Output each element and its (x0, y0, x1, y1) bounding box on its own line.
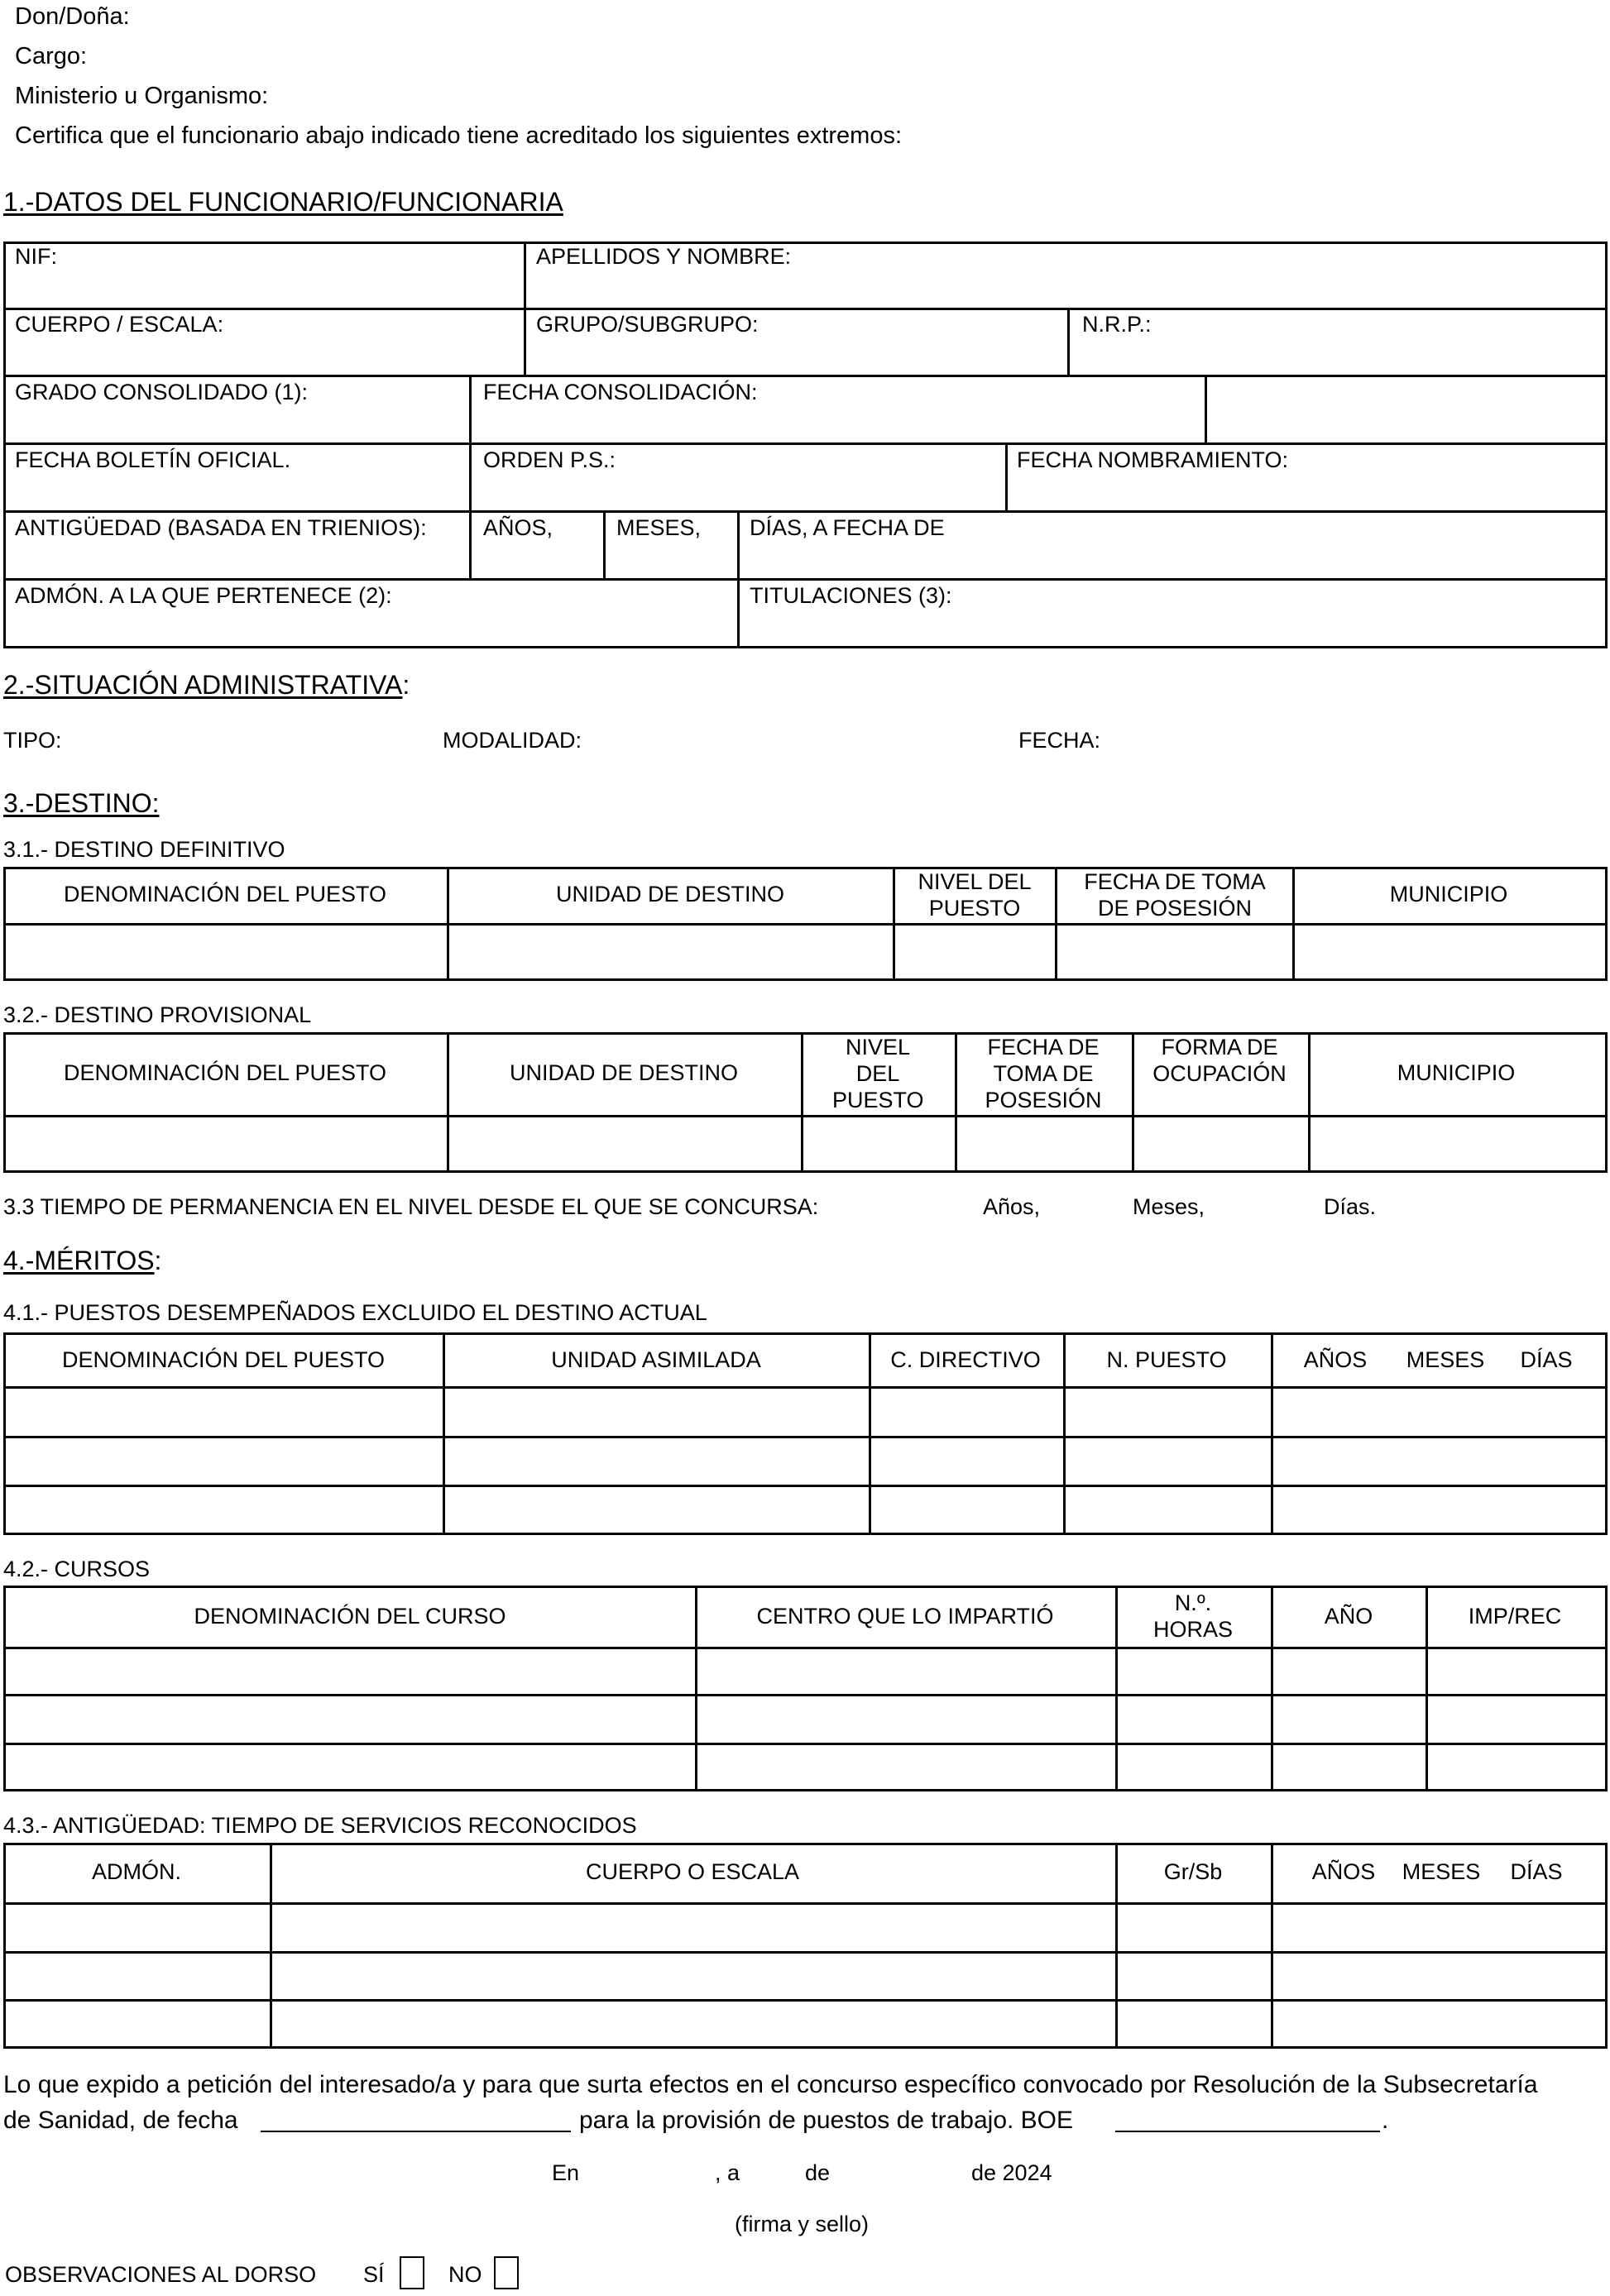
col-divider (869, 1332, 871, 1535)
section-3-title: 3.-DESTINO: (3, 788, 160, 818)
col-divider (443, 1332, 445, 1535)
meses-label: MESES, (616, 515, 702, 540)
si-checkbox[interactable] (400, 2256, 424, 2289)
col-header: MUNICIPIO (1389, 882, 1508, 906)
expido-text-line2c: . (1382, 2107, 1389, 2134)
fecha-consolidacion-label: FECHA CONSOLIDACIÓN: (483, 380, 758, 404)
cargo-label: Cargo: (15, 43, 88, 69)
grado-consolidado-label: GRADO CONSOLIDADO (1): (15, 380, 309, 404)
col-divider (1426, 1586, 1428, 1791)
nif-label: NIF: (15, 244, 57, 269)
col-header: N.º. HORAS (1152, 1590, 1234, 1642)
row-divider (3, 1386, 1608, 1389)
dia-a-label: , a (715, 2160, 740, 2185)
col-header: ADMÓN. (92, 1859, 181, 1884)
col-header: N. PUESTO (1106, 1347, 1227, 1372)
expido-text-line1: Lo que expido a petición del interesado/a y para que surta efectos en el concurso específico convocado por Resolución de la Subsecretaría (3, 2071, 1538, 2098)
row-divider (3, 1951, 1608, 1954)
tiempo-permanencia-label: 3.3 TIEMPO DE PERMANENCIA EN EL NIVEL DESDE EL QUE SE CONCURSA: (3, 1194, 819, 1219)
col-header: NIVEL DEL PUESTO (918, 869, 1032, 921)
section-4-title (3, 1247, 161, 1274)
destino-provisional-title: 3.2.- DESTINO PROVISIONAL (3, 1002, 312, 1027)
section-4-colon: : (154, 1246, 162, 1275)
col-header: Gr/Sb (1163, 1859, 1223, 1884)
col-header: UNIDAD DE DESTINO (509, 1060, 739, 1085)
col-divider (1115, 1586, 1118, 1791)
col-header: CUERPO O ESCALA (585, 1859, 800, 1884)
section-2-title (3, 672, 410, 698)
col-divider (1292, 867, 1295, 981)
destino-definitivo-title: 3.1.- DESTINO DEFINITIVO (3, 837, 285, 862)
grupo-subgrupo-label: GRUPO/SUBGRUPO: (536, 312, 759, 337)
boe-blank-line (1115, 2131, 1380, 2132)
mes-de-label: de (805, 2160, 831, 2185)
fecha-nombramiento-label: FECHA NOMBRAMIENTO: (1017, 447, 1289, 472)
admon-pertenece-label: ADMÓN. A LA QUE PERTENECE (2): (15, 583, 392, 608)
col-header: FECHA DE TOMA DE POSESIÓN (985, 1035, 1102, 1112)
col-header: FECHA DE TOMA DE POSESIÓN (1084, 869, 1266, 921)
row-divider (3, 1902, 1608, 1905)
col-header: UNIDAD ASIMILADA (551, 1347, 761, 1372)
col-divider (1063, 1332, 1066, 1535)
col-divider (893, 867, 895, 981)
destino-provisional-table (3, 1032, 1608, 1173)
dias-fecha-label: DÍAS, A FECHA DE (750, 515, 945, 540)
tiempo-dias-label: Días. (1324, 1194, 1377, 1219)
fecha-label: FECHA: (1018, 728, 1101, 753)
col-header: MUNICIPIO (1397, 1060, 1516, 1085)
row-divider (3, 308, 1608, 310)
antiguedad-servicios-title: 4.3.- ANTIGÜEDAD: TIEMPO DE SERVICIOS RECONOCIDOS (3, 1813, 637, 1838)
firma-sello-label: (firma y sello) (735, 2212, 870, 2236)
lugar-en-label: En (552, 2160, 580, 2185)
expido-text-line2b: para la provisión de puestos de trabajo. BOE (579, 2107, 1074, 2134)
col-header: FORMA DE OCUPACIÓN (1152, 1035, 1287, 1086)
col-divider (447, 1032, 449, 1173)
row-divider (3, 375, 1608, 377)
anos-label: AÑOS, (483, 515, 553, 540)
col-divider (1067, 308, 1070, 377)
row-divider (3, 1647, 1608, 1649)
col-divider (737, 510, 740, 648)
row-divider (3, 1999, 1608, 2002)
col-divider (1005, 442, 1008, 512)
section-1-title: 1.-DATOS DEL FUNCIONARIO/FUNCIONARIA (3, 187, 563, 217)
row-divider (3, 923, 1608, 926)
col-divider (1132, 1032, 1134, 1173)
col-divider (524, 242, 526, 377)
col-divider (1271, 1586, 1273, 1791)
col-divider (1308, 1032, 1311, 1173)
col-header: AÑO (1324, 1604, 1373, 1629)
row-divider (3, 1436, 1608, 1438)
col-divider (695, 1586, 697, 1791)
modalidad-label: MODALIDAD: (443, 728, 582, 753)
no-label: NO (448, 2262, 482, 2287)
col-divider (603, 510, 606, 580)
section-2-title-text: 2.-SITUACIÓN ADMINISTRATIVA (3, 670, 403, 700)
row-divider (3, 1694, 1608, 1696)
col-header: DÍAS (1510, 1859, 1563, 1884)
fecha-boletin-label: FECHA BOLETÍN OFICIAL. (15, 447, 291, 472)
antiguedad-label: ANTIGÜEDAD (BASADA EN TRIENIOS): (15, 515, 427, 540)
tiempo-meses-label: Meses, (1133, 1194, 1205, 1219)
col-header: AÑOS (1303, 1347, 1368, 1372)
no-checkbox[interactable] (494, 2256, 519, 2289)
col-divider (801, 1032, 803, 1173)
col-header: CENTRO QUE LO IMPARTIÓ (756, 1604, 1054, 1629)
expido-text-line2a: de Sanidad, de fecha (3, 2107, 238, 2134)
col-header: DENOMINACIÓN DEL PUESTO (61, 1347, 386, 1372)
row-divider (3, 578, 1608, 581)
col-header: DENOMINACIÓN DEL CURSO (194, 1604, 506, 1629)
orden-ps-label: ORDEN P.S.: (483, 447, 616, 472)
tiempo-anos-label: Años, (983, 1194, 1041, 1219)
col-header: DENOMINACIÓN DEL PUESTO (63, 1060, 387, 1085)
section-2-colon: : (402, 670, 410, 700)
row-divider (3, 442, 1608, 445)
puestos-desempenados-title: 4.1.- PUESTOS DESEMPEÑADOS EXCLUIDO EL DESTINO ACTUAL (3, 1300, 707, 1325)
anio-label: de 2024 (971, 2160, 1052, 2185)
tipo-label: TIPO: (3, 728, 62, 753)
col-divider (1205, 375, 1207, 444)
certifica-text: Certifica que el funcionario abajo indicado tiene acreditado los siguientes extremos: (15, 122, 903, 149)
col-header: NIVEL DEL PUESTO (832, 1035, 924, 1112)
col-header: MESES (1402, 1859, 1481, 1884)
col-divider (1115, 1843, 1118, 2049)
col-header: AÑOS (1311, 1859, 1376, 1884)
col-divider (270, 1843, 272, 2049)
col-divider (447, 867, 449, 981)
col-divider (1055, 867, 1057, 981)
section-4-title-text: 4.-MÉRITOS (3, 1246, 155, 1275)
row-divider (3, 1743, 1608, 1745)
apellidos-nombre-label: APELLIDOS Y NOMBRE: (536, 244, 792, 269)
cuerpo-escala-label: CUERPO / ESCALA: (15, 312, 224, 337)
col-header: DENOMINACIÓN DEL PUESTO (63, 882, 387, 906)
col-header: C. DIRECTIVO (890, 1347, 1041, 1372)
col-divider (469, 375, 472, 578)
col-header: MESES (1406, 1347, 1485, 1372)
row-divider (3, 1485, 1608, 1487)
ministerio-label: Ministerio u Organismo: (15, 83, 269, 109)
col-divider (1271, 1332, 1273, 1535)
col-divider (1271, 1843, 1273, 2049)
row-divider (3, 1115, 1608, 1117)
row-divider (3, 510, 1608, 513)
col-header: DÍAS (1520, 1347, 1573, 1372)
nrp-label: N.R.P.: (1082, 312, 1152, 337)
observaciones-label: OBSERVACIONES AL DORSO (5, 2262, 317, 2287)
col-divider (955, 1032, 957, 1173)
fecha-blank-line (261, 2131, 571, 2132)
titulaciones-label: TITULACIONES (3): (750, 583, 952, 608)
si-label: SÍ (363, 2262, 385, 2287)
don-dona-label: Don/Doña: (15, 3, 130, 30)
col-header: UNIDAD DE DESTINO (555, 882, 785, 906)
col-header: IMP/REC (1468, 1604, 1562, 1629)
cursos-title: 4.2.- CURSOS (3, 1557, 151, 1581)
